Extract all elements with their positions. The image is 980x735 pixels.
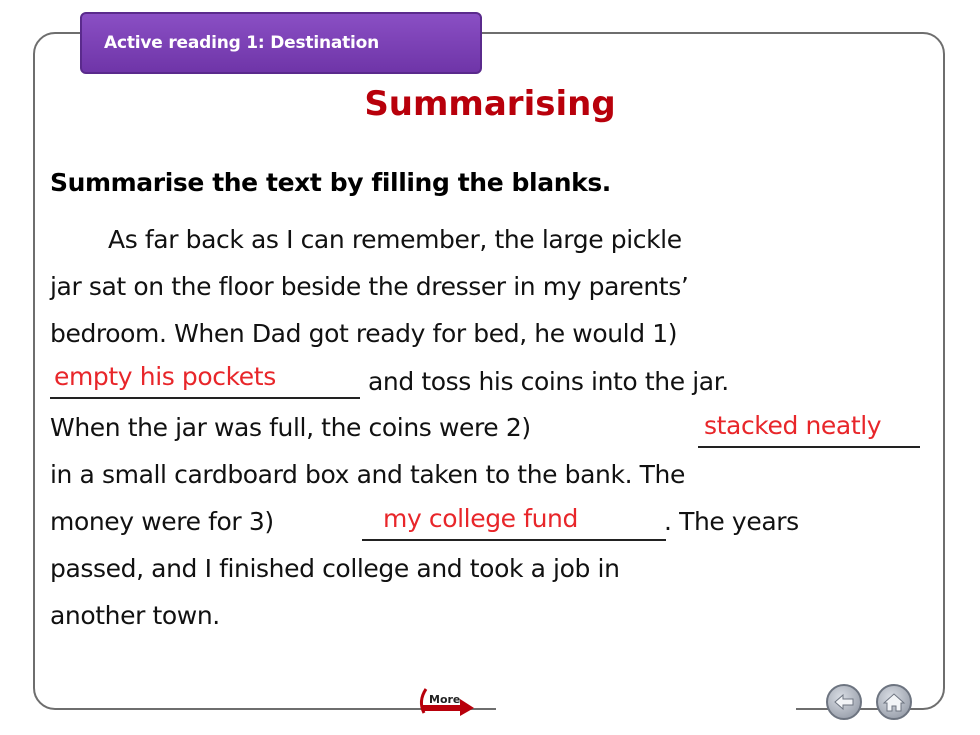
- passage-line-4: and toss his coins into the jar.: [368, 367, 729, 396]
- more-label: More: [429, 693, 461, 706]
- passage-line-5: When the jar was full, the coins were 2): [50, 413, 531, 442]
- passage-line-1: As far back as I can remember, the large pickle: [108, 225, 682, 254]
- passage-line-3: bedroom. When Dad got ready for bed, he would 1): [50, 319, 678, 348]
- answer-2: stacked neatly: [704, 411, 882, 440]
- section-tab-label: Active reading 1: Destination: [104, 33, 380, 53]
- answer-3: my college fund: [383, 504, 578, 533]
- blank-3[interactable]: [362, 539, 666, 541]
- instruction-text: Summarise the text by filling the blanks.: [50, 168, 611, 197]
- frame-gap: [496, 700, 796, 720]
- passage-line-9: another town.: [50, 601, 220, 630]
- home-icon: [878, 686, 910, 718]
- passage-line-7-end: . The years: [664, 507, 799, 536]
- passage-line-6: in a small cardboard box and taken to the bank. The: [50, 460, 685, 489]
- page-title: Summarising: [364, 84, 616, 124]
- blank-1[interactable]: [50, 397, 360, 399]
- blank-2[interactable]: [698, 446, 920, 448]
- passage-line-8: passed, and I finished college and took a job in: [50, 554, 620, 583]
- more-button[interactable]: [416, 683, 478, 717]
- back-button[interactable]: [826, 684, 862, 720]
- passage-line-2: jar sat on the floor beside the dresser in my parents’: [50, 272, 689, 301]
- passage-line-7-start: money were for 3): [50, 507, 274, 536]
- back-arrow-icon: [828, 686, 860, 718]
- section-tab: [80, 12, 482, 74]
- answer-1: empty his pockets: [54, 362, 276, 391]
- home-button[interactable]: [876, 684, 912, 720]
